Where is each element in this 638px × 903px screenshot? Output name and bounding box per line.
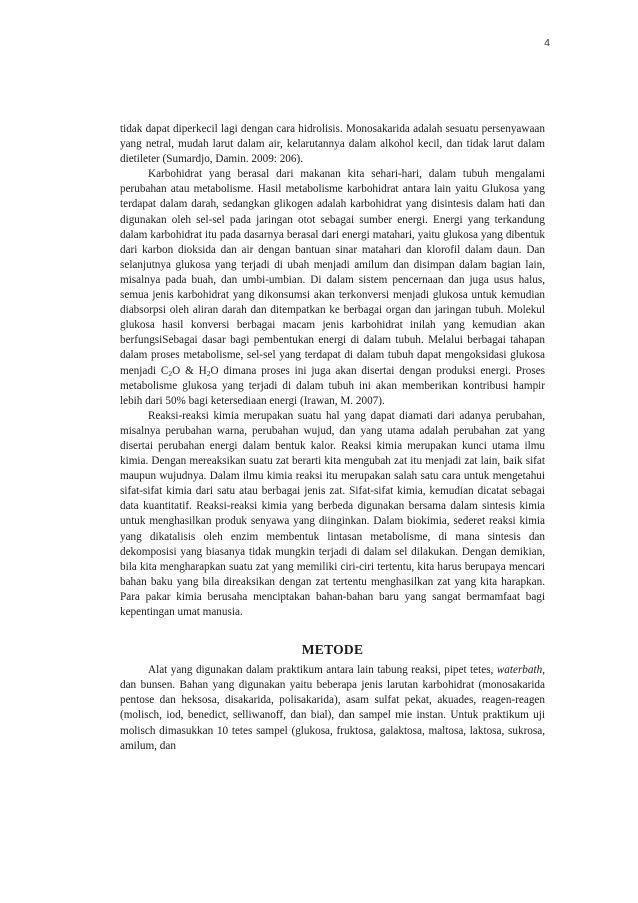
page-number: 4 [544,37,550,49]
paragraph-text: Alat yang digunakan dalam praktikum antara lain tabung reaksi, pipet tetes, [148,664,497,677]
subscript: 2 [168,368,173,378]
paragraph-reaksi-kimia: Reaksi-reaksi kimia merupakan suatu hal yang dapat diamati dari adanya perubahan, misalnya perubahan warna, perubahan wujud, dan yang utama adalah perubahan zat yang disertai perubahan energi dalam bentuk kalor. Reaksi kimia merupakan kunci utama ilmu kimia. Dengan mereaksikan suatu zat berarti kita mengubah zat itu menjadi zat lain, baik sifat maupun wujudnya. Dalam ilmu kimia reaksi itu merupakan salah satu cara untuk mengetahui sifat-sifat kimia dari satu atau berbagai jenis zat. Sifat-sifat kimia, kemudian dicatat sebagai data kuantitatif. Reaksi-reaksi kimia yang berbeda digunakan bersama dalam sintesis kimia untuk menghasilkan produk senyawa yang diinginkan. Dalam biokimia, sederet reaksi kimia yang dikatalisis oleh enzim membentuk lintasan metabolisme, di mana sintesis dan dekomposisi yang biasanya tidak mungkin terjadi di dalam sel dilakukan. Dengan demikian, bila kita mengharapkan suatu zat yang memiliki ciri-ciri tertentu, kita harus berupaya mencari bahan baku yang bila direaksikan dengan zat tertentu menghasilkan zat yang kita harapkan. Para pakar kimia berusaha menciptakan bahan-bahan baru yang sangat bermamfaat bagi kepentingan umat manusia. [120,409,545,618]
paragraph-karbohidrat-metabolisme [120,167,545,409]
paragraph-text: , dan bunsen. Bahan yang digunakan yaitu beberapa jenis larutan karbohidrat (monosakarida pentose dan heksosa, disakarida, polisakarida), asam sulfat pekat, akuades, reagen-reagen (molisch, iod, benedict, selliwanoff, dan bial), dan sampel mie instan. Untuk praktikum uji molisch dimasukkan 10 tetes sampel (glukosa, fruktosa, galaktosa, maltosa, laktosa, sukrosa, amilum, dan [120,664,545,752]
body-text [120,122,545,754]
paragraph-text: Karbohidrat yang berasal dari makanan kita sehari-hari, dalam tubuh mengalami perubahan atau metabolisme. Hasil metabolisme karbohidrat antara lain yaitu Glukosa yang terdapat dalam darah, sedangkan glikogen adalah karbohidrat yang disintesis dalam hati dan digunakan oleh sel-sel pada jaringan otot sebagai sumber energi. Energi yang terkandung dalam karbohidrat itu pada dasarnya berasal dari energi matahari, yaitu glukosa yang dibentuk dari karbon dioksida dan air dengan bantuan sinar matahari dan klorofil dalam daun. Dan selanjutnya glukosa yang terjadi di ubah menjadi amilum dan disimpan dalam bagian lain, misalnya pada buah, dan umbi-umbian. Di dalam sistem pencernaan dan juga usus halus, semua jenis karbohidrat yang dikonsumsi akan terkonversi menjadi glukosa untuk kemudian diabsorpsi oleh aliran darah dan ditempatkan ke berbagai organ dan jaringan tubuh. Molekul glukosa hasil konversi berbagai macam jenis karbohidrat inilah yang kemudian akan berfungsiSebagai dasar bagi pembentukan energi di dalam tubuh. Melalui berbagai tahapan dalam proses metabolisme, sel-sel yang terdapat di dalam tubuh dapat mengoksidasi glukosa menjadi C [120,168,545,377]
paragraph-text: O & H [172,364,207,377]
section-heading-metode: METODE [301,642,364,658]
subscript: 2 [206,368,211,378]
italic-term: waterbath [496,664,543,677]
paragraph-monosakarida: tidak dapat diperkecil lagi dengan cara hidrolisis. Monosakarida adalah sesuatu persenyawaan yang netral, mudah larut dalam air, kelarutannya dalam alkohol kecil, dan tidak larut dalam dietileter (Sumardjo, Damin. 2009: 206). [120,123,545,166]
paragraph-alat-bahan [120,663,545,754]
paragraph-text: O dimana proses ini juga akan disertai dengan produksi energi. Proses metabolisme glukosa yang terjadi di dalam tubuh ini akan memberikan kontribusi hampir lebih dari 50% bagi ketersediaan energi (Irawan, M. 2007). [120,364,546,407]
